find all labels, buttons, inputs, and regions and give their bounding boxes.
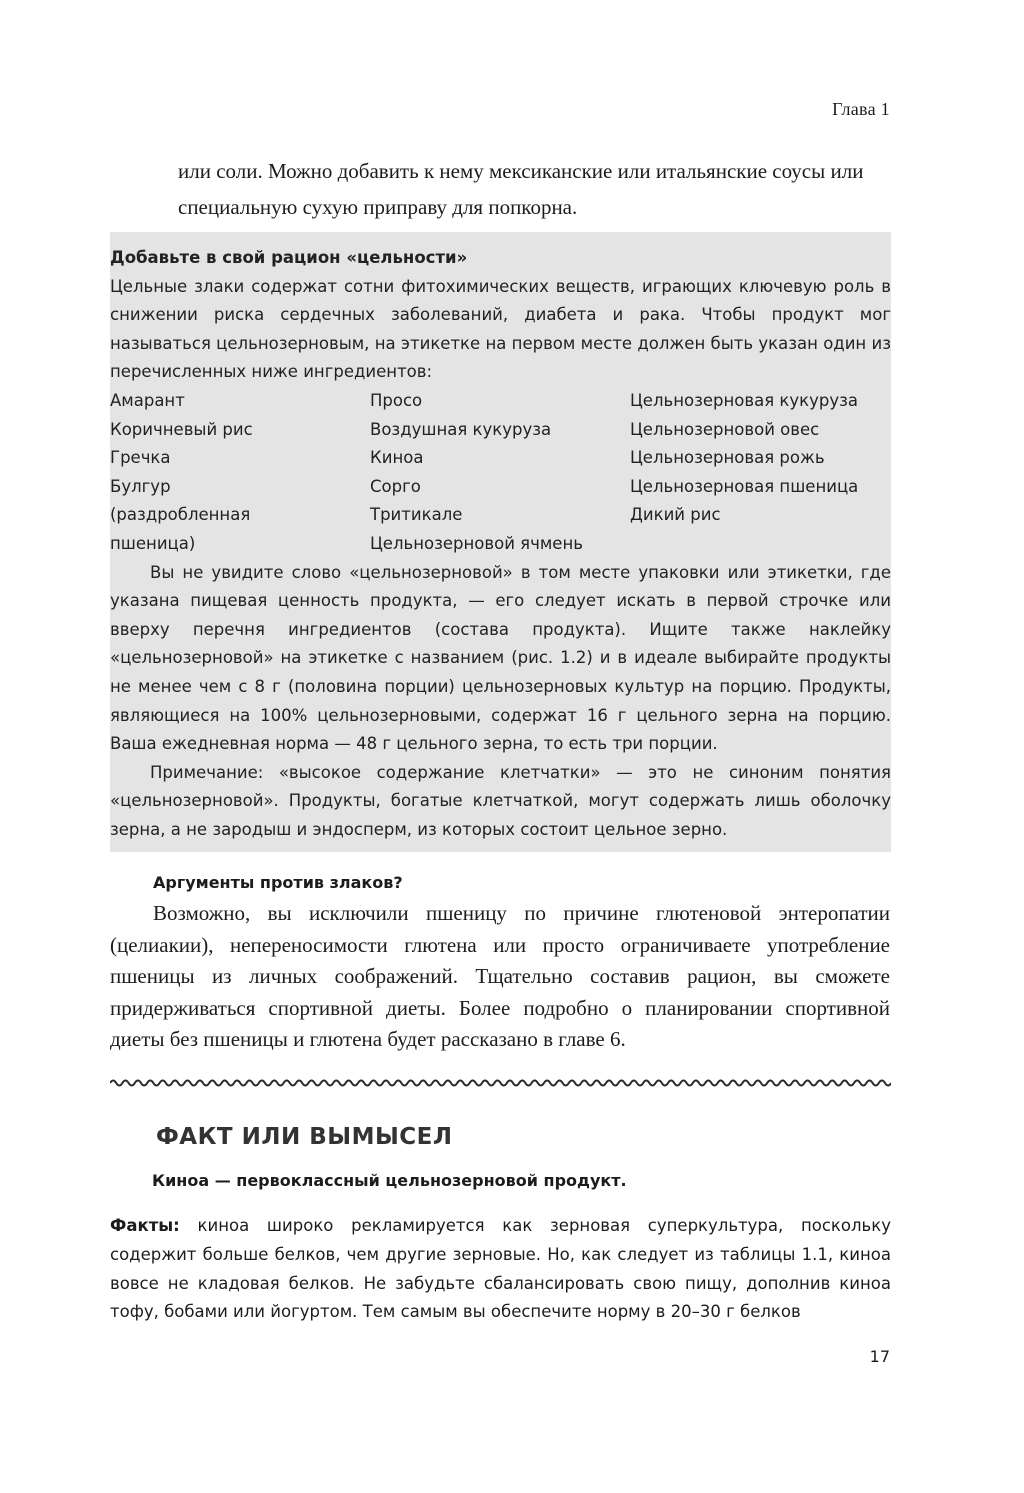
facts-paragraph	[110, 1212, 891, 1327]
whole-grain-sidebar	[110, 232, 891, 852]
grain-item: Киноа	[370, 448, 424, 468]
grain-item: Дикий рис	[630, 505, 721, 525]
facts-label: Факты:	[110, 1216, 180, 1235]
grain-item: Гречка	[110, 448, 171, 468]
fact-or-fiction-heading: ФАКТ ИЛИ ВЫМЫСЕЛ	[156, 1124, 453, 1150]
grain-item: пшеница)	[110, 533, 196, 553]
wavy-divider	[110, 1076, 891, 1090]
grain-list	[110, 387, 891, 559]
page-number: 17	[869, 1347, 890, 1366]
intro-paragraph: или соли. Можно добавить к нему мексиканские или итальянские соусы или специальную сухую приправу для попкорна.	[178, 159, 864, 219]
grain-column-3	[630, 387, 891, 559]
grain-item: Цельнозерновая кукуруза	[630, 390, 858, 410]
grain-item: Цельнозерновой овес	[630, 419, 820, 439]
arguments-title: Аргументы против злаков?	[153, 873, 403, 892]
sidebar-lead: Цельные злаки содержат сотни фитохимических веществ, играющих ключевую роль в снижении риска сердечных заболеваний, диабета и рака. Чтобы продукт мог называться цельнозерновым, на этикетке на первом месте должен быть указан один из перечисленных ниже ингредиентов:	[110, 276, 891, 382]
grain-item: Амарант	[110, 390, 185, 410]
arguments-section	[110, 868, 890, 1056]
fact-statement: Киноа — первоклассный цельнозерновой продукт.	[152, 1171, 627, 1190]
grain-item: Сорго	[370, 476, 421, 496]
grain-item: Цельнозерновая пшеница	[630, 476, 859, 496]
grain-item: Булгур	[110, 476, 171, 496]
sidebar-title: Добавьте в свой рацион «цельности»	[110, 248, 468, 267]
facts-text: киноа широко рекламируется как зерновая суперкультура, поскольку содержит больше белков, чем другие зерновые. Но, как следует из таблицы 1.1, киноа вовсе не кладовая белков. Не забудьте сбалансировать свою пищу, дополнив киноа тофу, бобами или йогуртом. Тем самым вы обеспечите норму в 20–30 г белков	[110, 1216, 891, 1322]
sidebar-paragraph-label-info: Вы не увидите слово «цельнозерновой» в том месте упаковки или этикетки, где указана пищевая ценность продукта, — его следует искать в первой строчке или вверху перечня ингредиентов (состава продукта). Ищите также наклейку «цельнозерновой» на этикетке с названием (рис. 1.2) и в идеале выбирайте продукты не менее чем с 8 г (половина порции) цельнозерновых культур на порцию. Продукты, являющиеся на 100% цельнозерновыми, содержат 16 г цельного зерна на порцию. Ваша ежедневная норма — 48 г цельного зерна, то есть три порции.	[110, 562, 891, 754]
grain-column-1	[110, 387, 370, 559]
running-head: Глава 1	[832, 99, 890, 119]
grain-item: Цельнозерновая рожь	[630, 448, 825, 468]
sidebar-paragraph-note: Примечание: «высокое содержание клетчатки» — это не синоним понятия «цельнозерновой». Продукты, богатые клетчаткой, могут содержать лишь оболочку зерна, а не зародыш и эндосперм, из которых состоит цельное зерно.	[110, 762, 891, 839]
arguments-body: Возможно, вы исключили пшеницу по причине глютеновой энтеропатии (целиакии), непереносимости глютена или просто ограничиваете употребление пшеницы из личных соображений. Тщательно составив рацион, вы сможете придерживаться спортивной диеты. Более подробно о планировании спортивной диеты без пшеницы и глютена будет рассказано в главе 6.	[110, 901, 890, 1051]
grain-item: Тритикале	[370, 505, 463, 525]
grain-column-2	[370, 387, 630, 559]
grain-item: Воздушная кукуруза	[370, 419, 552, 439]
grain-item: (раздробленная	[110, 505, 251, 525]
grain-item: Коричневый рис	[110, 419, 253, 439]
grain-item: Цельнозерновой ячмень	[370, 533, 583, 553]
grain-item: Просо	[370, 390, 423, 410]
